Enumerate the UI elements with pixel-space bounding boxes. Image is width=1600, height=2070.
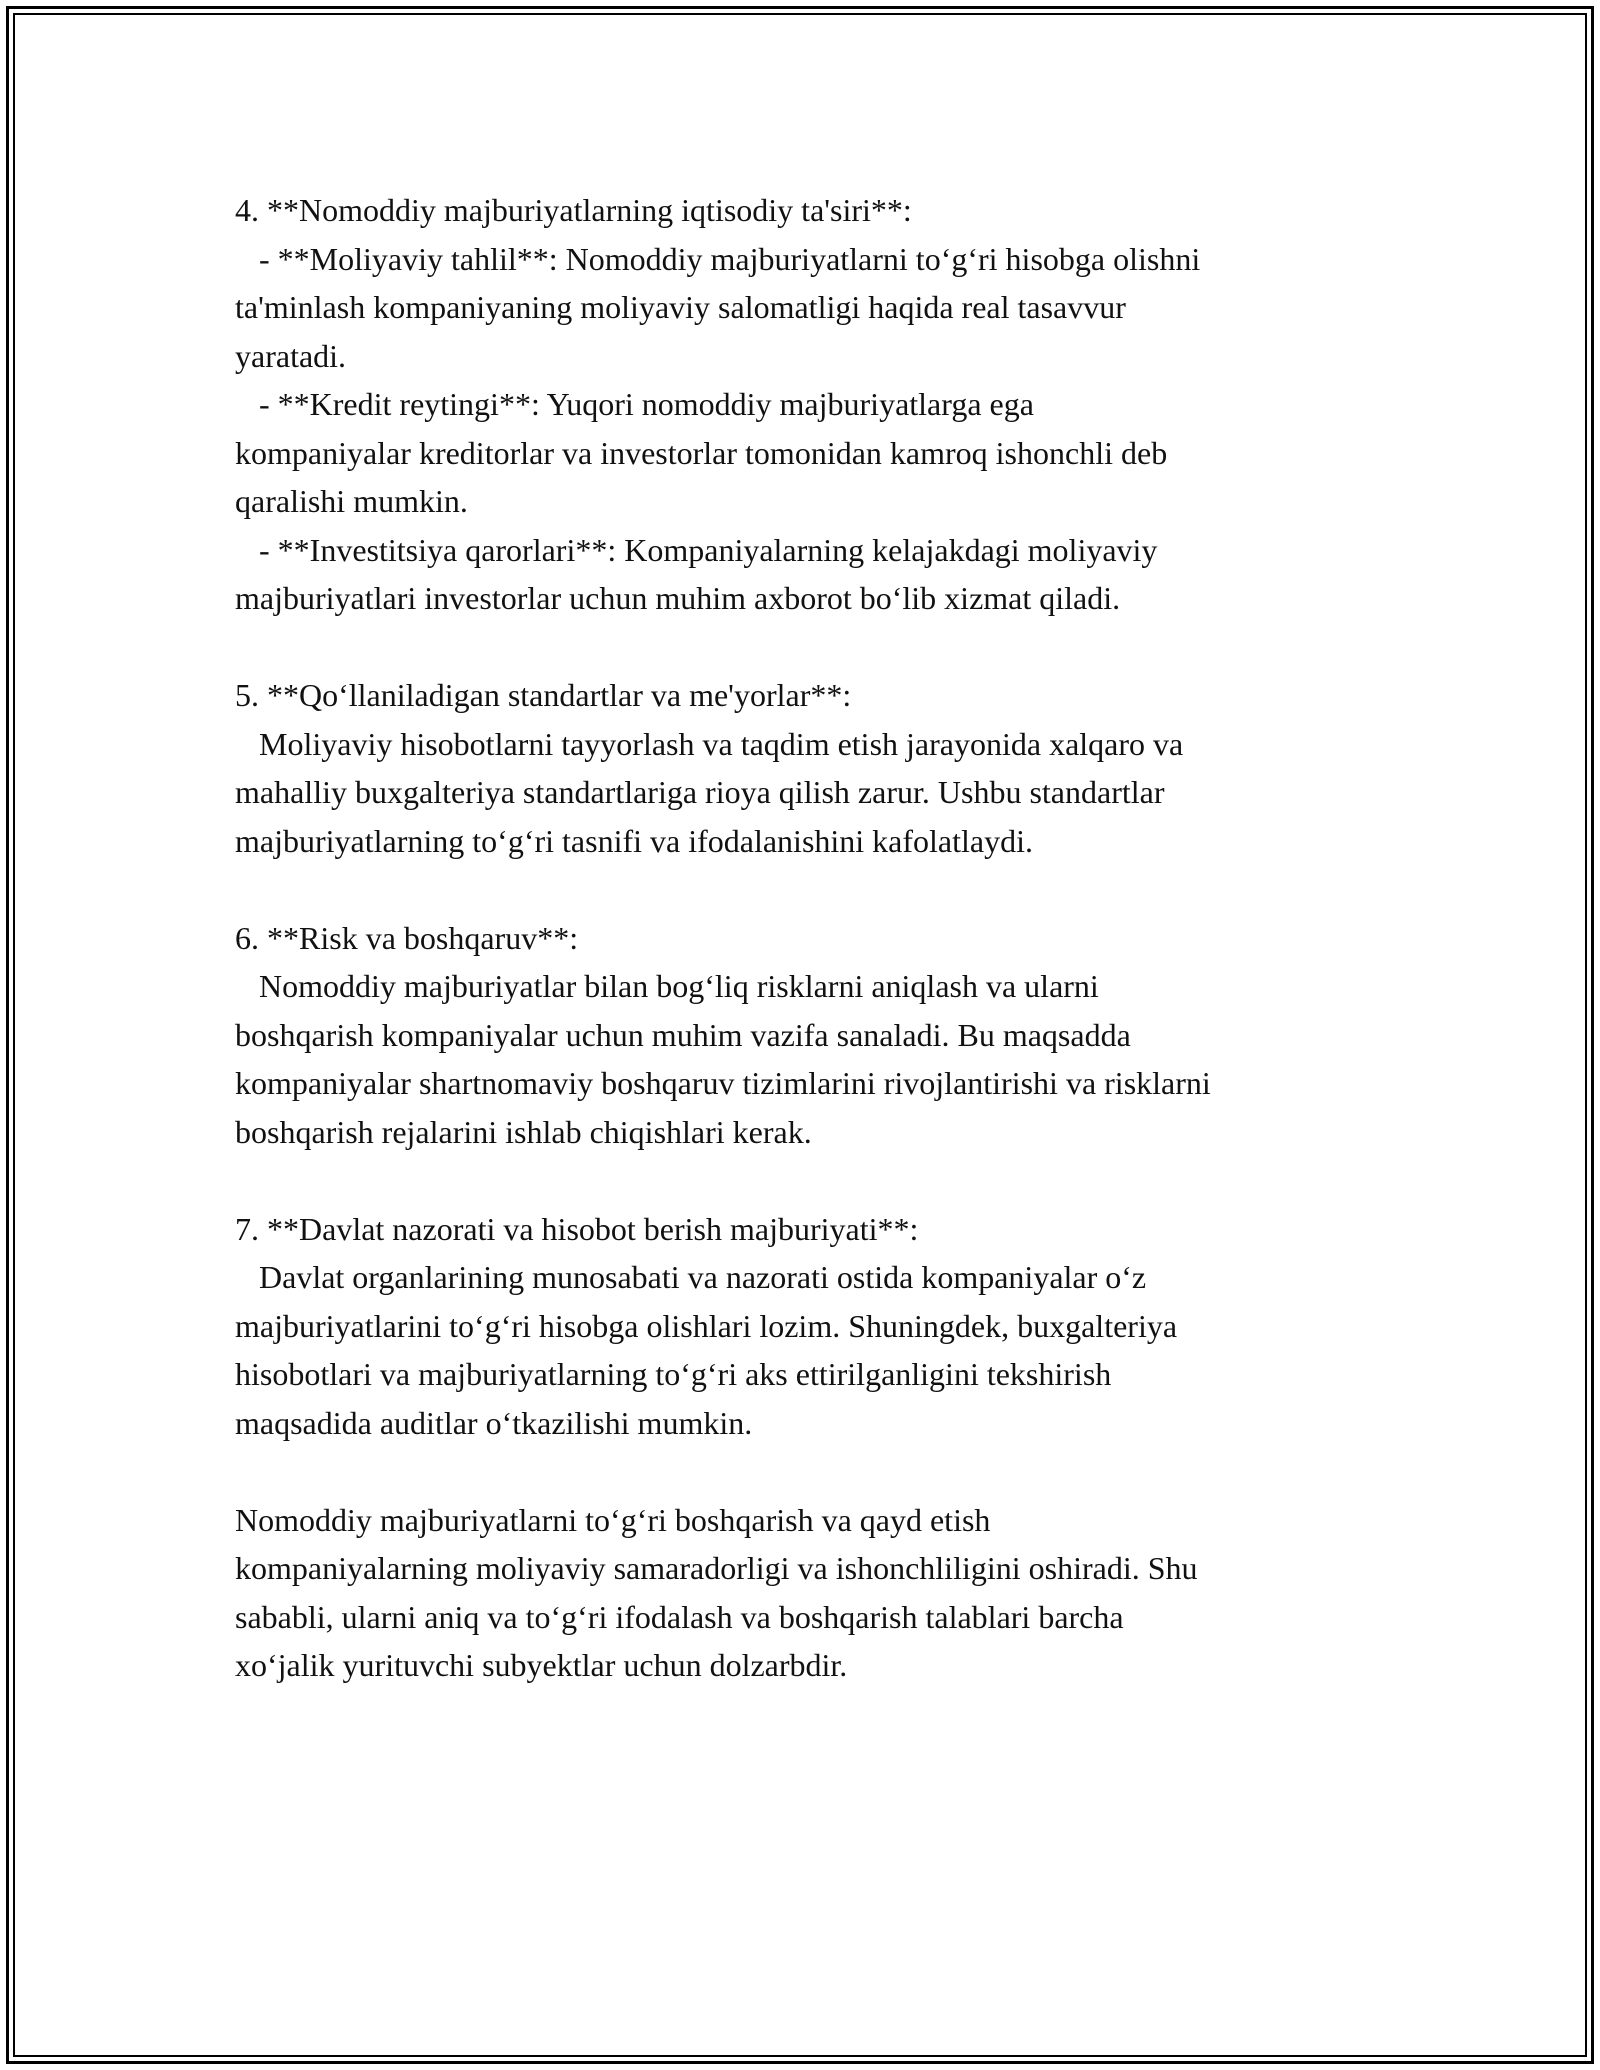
text-line: kompaniyalar kreditorlar va investorlar tomonidan kamroq ishonchli deb xyxy=(235,434,1168,471)
text-line: majburiyatlarning to‘g‘ri tasnifi va ifodalanishini kafolatlaydi. xyxy=(235,822,1033,859)
text-line: Moliyaviy hisobotlarni tayyorlash va taqdim etish jarayonida xalqaro va xyxy=(235,725,1184,762)
paragraph-gap xyxy=(235,623,1375,672)
text-line: Davlat organlarining munosabati va nazorati ostida kompaniyalar o‘z xyxy=(235,1259,1147,1295)
text-line: boshqarish rejalarini ishlab chiqishlari kerak. xyxy=(235,1113,812,1150)
text-line: - **Kredit reytingi**: Yuqori nomoddiy majburiyatlarga ega xyxy=(235,386,1034,422)
text-line: yaratadi. xyxy=(235,337,347,374)
section-conclusion xyxy=(235,1496,1375,1690)
paragraph-gap xyxy=(235,865,1375,914)
section-heading: 4. **Nomoddiy majburiyatlarning iqtisodiy ta'siri**: xyxy=(235,192,912,228)
text-line: Nomoddiy majburiyatlarni to‘g‘ri boshqarish va qayd etish xyxy=(235,1501,991,1538)
document-body xyxy=(235,186,1375,1690)
text-line: - **Investitsiya qarorlari**: Kompaniyalarning kelajakdagi moliyaviy xyxy=(235,531,1158,568)
section-risk-management xyxy=(235,914,1375,1157)
text-line: boshqarish kompaniyalar uchun muhim vazifa sanaladi. Bu maqsadda xyxy=(235,1016,1131,1053)
text-line: ta'minlash kompaniyaning moliyaviy salomatligi haqida real tasavvur xyxy=(235,289,1126,325)
text-line: maqsadida auditlar o‘tkazilishi mumkin. xyxy=(235,1404,753,1441)
section-standards xyxy=(235,671,1375,865)
text-line: kompaniyalar shartnomaviy boshqaruv tizimlarini rivojlantirishi va risklarni xyxy=(235,1065,1211,1101)
section-heading: 6. **Risk va boshqaruv**: xyxy=(235,919,579,956)
section-state-control xyxy=(235,1205,1375,1448)
paragraph-gap xyxy=(235,1156,1375,1205)
section-heading: 7. **Davlat nazorati va hisobot berish majburiyati**: xyxy=(235,1210,919,1247)
text-line: hisobotlari va majburiyatlarning to‘g‘ri aks ettirilganligini tekshirish xyxy=(235,1356,1112,1392)
text-line: - **Moliyaviy tahlil**: Nomoddiy majburiyatlarni to‘g‘ri hisobga olishni xyxy=(235,240,1201,277)
paragraph-gap xyxy=(235,1447,1375,1496)
section-heading: 5. **Qo‘llaniladigan standartlar va me'yorlar**: xyxy=(235,677,852,713)
text-line: mahalliy buxgalteriya standartlariga rioya qilish zarur. Ushbu standartlar xyxy=(235,774,1165,810)
text-line: qaralishi mumkin. xyxy=(235,483,468,519)
text-line: majburiyatlarini to‘g‘ri hisobga olishlari lozim. Shuningdek, buxgalteriya xyxy=(235,1307,1178,1344)
text-line: xo‘jalik yurituvchi subyektlar uchun dolzarbdir. xyxy=(235,1647,848,1683)
text-line: sababli, ularni aniq va to‘g‘ri ifodalash va boshqarish talablari barcha xyxy=(235,1598,1124,1635)
text-line: majburiyatlari investorlar uchun muhim axborot bo‘lib xizmat qiladi. xyxy=(235,580,1121,616)
text-line: Nomoddiy majburiyatlar bilan bog‘liq risklarni aniqlash va ularni xyxy=(235,968,1099,1004)
text-line: kompaniyalarning moliyaviy samaradorligi va ishonchliligini oshiradi. Shu xyxy=(235,1550,1198,1586)
section-economic-impact xyxy=(235,186,1375,623)
